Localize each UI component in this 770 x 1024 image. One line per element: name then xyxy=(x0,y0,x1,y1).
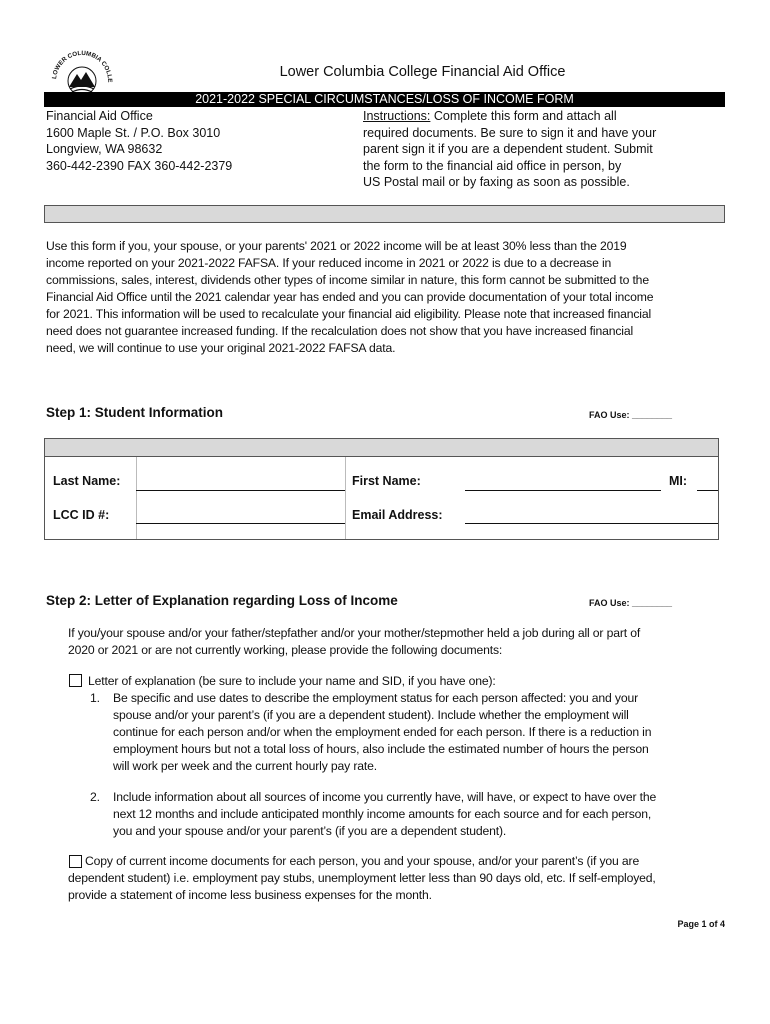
form-title-bar: 2021-2022 SPECIAL CIRCUMSTANCES/LOSS OF INCOME FORM xyxy=(44,92,725,107)
step2-title: Step 2: Letter of Explanation regarding Loss of Income xyxy=(46,593,398,608)
mi-field[interactable] xyxy=(697,490,718,491)
lcc-id-field[interactable] xyxy=(136,523,345,524)
student-info-header xyxy=(45,439,718,457)
intro-line: commissions, sales, interest, dividends other types of income similar in nature, this form cannot be submitted to the xyxy=(46,273,649,287)
intro-line: income reported on your 2021-2022 FAFSA. If your reduced income in 2021 or 2022 is due to a decrease in xyxy=(46,256,612,270)
first-name-label: First Name: xyxy=(352,474,421,488)
page-number: Page 1 of 4 xyxy=(677,919,725,929)
email-label: Email Address: xyxy=(352,508,443,522)
letter-explanation-label: Letter of explanation (be sure to include your name and SID, if you have one): xyxy=(88,674,496,688)
instructions-text: Complete this form and attach all xyxy=(430,109,617,123)
address-line: Financial Aid Office xyxy=(46,109,153,123)
intro-line: need does not guarantee increased funding. If the recalculation does not show that you have increased financial xyxy=(46,324,634,338)
intro-line: need, we will continue to use your original 2021-2022 FAFSA data. xyxy=(46,341,396,355)
item2-number: 2. xyxy=(90,790,100,804)
income-documents-line: provide a statement of income less business expenses for the month. xyxy=(68,888,432,902)
last-name-label: Last Name: xyxy=(53,474,121,488)
email-field[interactable] xyxy=(465,523,718,524)
last-name-field[interactable] xyxy=(136,490,345,491)
office-address xyxy=(46,108,232,174)
first-name-field[interactable] xyxy=(465,490,661,491)
income-documents-text xyxy=(68,853,738,904)
income-documents-line: dependent student) i.e. employment pay stubs, unemployment letter less than 90 days old, etc. If self-employed, xyxy=(68,871,656,885)
intro-line: Financial Aid Office until the 2021 calendar year has ended and you can provide documentation of your total income xyxy=(46,290,654,304)
header-divider-box xyxy=(44,205,725,223)
instructions-text: required documents. Be sure to sign it and have your xyxy=(363,125,657,140)
mi-label: MI: xyxy=(669,474,688,488)
step1-title: Step 1: Student Information xyxy=(46,405,223,420)
instructions-text: the form to the financial aid office in person, by xyxy=(363,158,622,173)
item2-text xyxy=(113,789,733,840)
address-line: 360-442-2390 FAX 360-442-2379 xyxy=(46,158,233,173)
instructions-text: parent sign it if you are a dependent student. Submit xyxy=(363,142,653,156)
step2-intro-line: 2020 or 2021 or are not currently working, please provide the following documents: xyxy=(68,643,503,657)
instructions-text: US Postal mail or by faxing as soon as possible. xyxy=(363,175,630,189)
intro-line: Use this form if you, your spouse, or your parents' 2021 or 2022 income will be at least 30% less than the 2019 xyxy=(46,239,627,253)
intro-paragraph xyxy=(46,238,726,357)
item1-line: employment hours but not a total loss of hours, also include the estimated number of hours the person xyxy=(113,742,649,756)
address-line: 1600 Maple St. / P.O. Box 3010 xyxy=(46,125,221,140)
step2-fao-use: FAO Use: ________ xyxy=(589,598,673,608)
letter-explanation-checkbox[interactable] xyxy=(69,674,82,687)
item1-line: continue for each person and/or when the employment ended for each person. If there is a reduction in xyxy=(113,725,652,739)
item2-line: next 12 months and include anticipated monthly income amounts for each source and for each person, xyxy=(113,807,652,821)
column-divider xyxy=(136,457,137,539)
item1-text xyxy=(113,690,733,775)
column-divider xyxy=(345,457,346,539)
item1-number: 1. xyxy=(90,691,100,705)
logo-text: LOWER COLUMBIA COLLE xyxy=(51,49,114,83)
step1-fao-use: FAO Use: ________ xyxy=(589,410,673,420)
item1-line: spouse and/or your parent’s (if you are a dependent student). Include whether the employment will xyxy=(113,708,629,722)
instructions xyxy=(363,108,703,191)
item1-line: will work per week and the current hourly pay rate. xyxy=(113,759,377,773)
lcc-id-label: LCC ID #: xyxy=(53,508,110,522)
step2-intro-line: If you/your spouse and/or your father/stepfather and/or your mother/stepmother held a job during all or part of xyxy=(68,626,641,640)
address-line: Longview, WA 98632 xyxy=(46,142,163,156)
item2-line: you and your spouse and/or your parent’s (if you are a dependent student). xyxy=(113,824,507,838)
instructions-label: Instructions: xyxy=(363,109,431,123)
intro-line: for 2021. This information will be used to recalculate your financial aid eligibility. Please note that increased financial xyxy=(46,307,652,321)
item2-line: Include information about all sources of income you currently have, will have, or expect to have over the xyxy=(113,790,657,804)
income-documents-line: Copy of current income documents for each person, you and your spouse, and/or your parent’s (if you are xyxy=(85,854,640,868)
item1-line: Be specific and use dates to describe the employment status for each person affected: you and your xyxy=(113,691,639,705)
step2-intro xyxy=(68,625,728,659)
office-title: Lower Columbia College Financial Aid Office xyxy=(279,64,566,80)
